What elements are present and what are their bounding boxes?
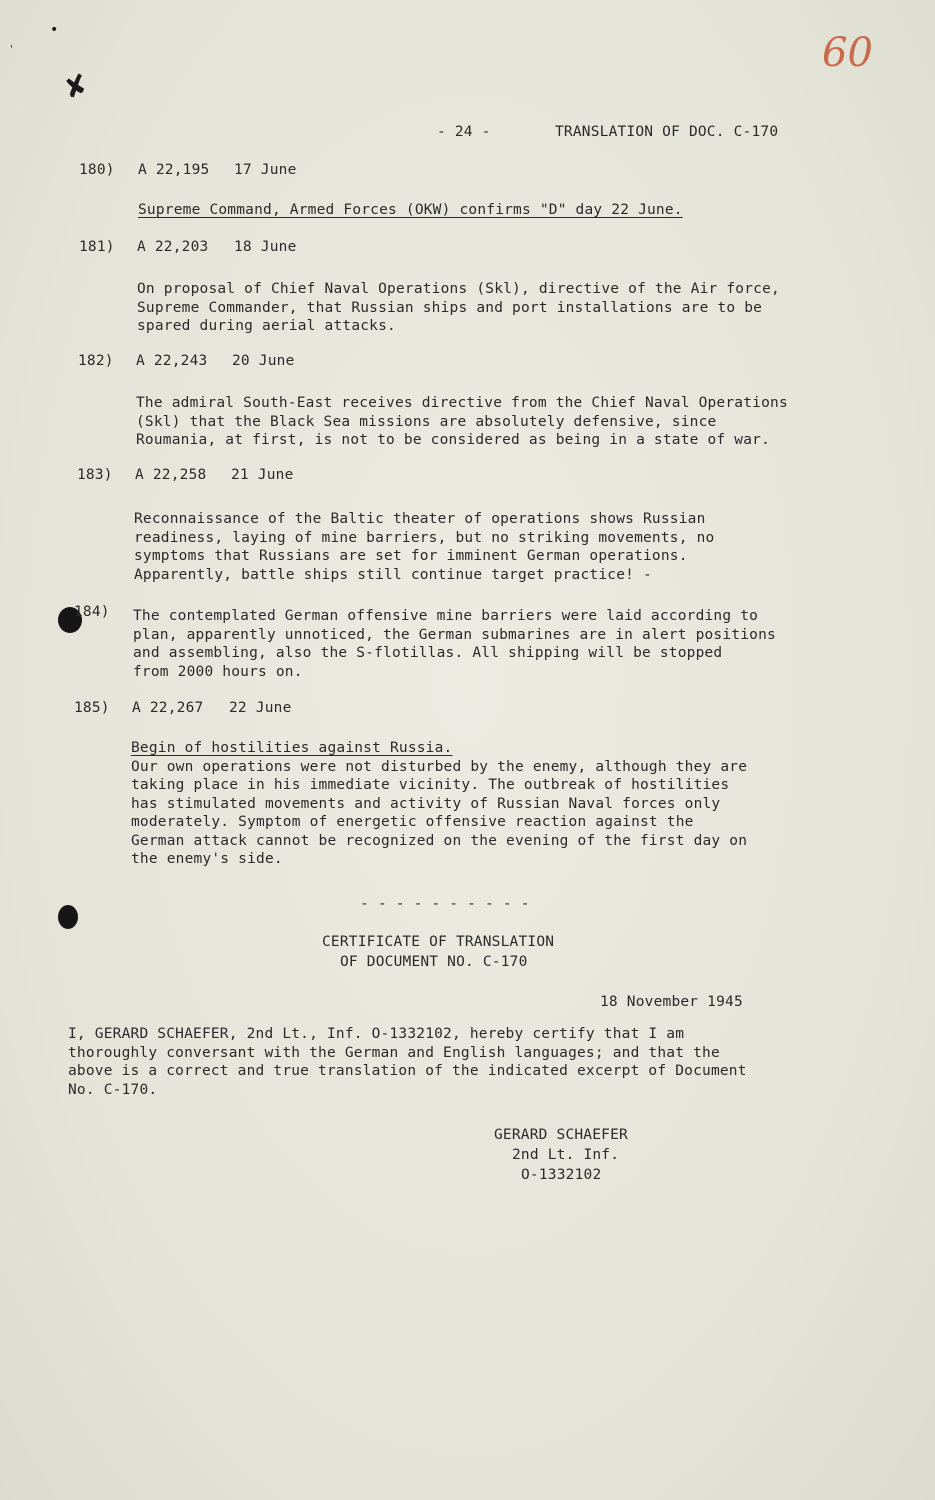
entry-line: Supreme Commander, that Russian ships and port installations are to be: [137, 299, 763, 316]
certificate-subtitle: OF DOCUMENT NO. C-170: [340, 954, 528, 970]
entry-ref: A 22,258: [135, 467, 207, 483]
entry-line: German attack cannot be recognized on the evening of the first day on: [131, 832, 748, 849]
certificate-title: CERTIFICATE OF TRANSLATION: [322, 934, 555, 950]
entry-number: 183): [77, 467, 113, 483]
certificate-line: thoroughly conversant with the German and English languages; and that the: [68, 1044, 720, 1061]
certificate-line: I, GERARD SCHAEFER, 2nd Lt., Inf. O-1332102, hereby certify that I am: [68, 1026, 685, 1042]
entry-date: 18 June: [234, 239, 297, 255]
entry-line: spared during aerial attacks.: [137, 318, 396, 334]
entry-line: and assembling, also the S-flotillas. All shipping will be stopped: [133, 645, 723, 661]
entry-line: taking place in his immediate vicinity. The outbreak of hostilities: [131, 777, 730, 793]
entry-line: Apparently, battle ships still continue target practice! -: [134, 566, 652, 583]
doc-label: TRANSLATION OF DOC. C-170: [555, 124, 779, 140]
entry-number: 185): [74, 700, 110, 716]
ink-mark: ✘: [59, 66, 93, 107]
entry-line: moderately. Symptom of energetic offensive reaction against the: [131, 814, 694, 830]
entry-number: 180): [79, 162, 115, 178]
entry-line: Supreme Command, Armed Forces (OKW) confirms "D" day 22 June.: [138, 202, 683, 218]
entry-number: 184): [74, 604, 110, 620]
ink-mark: •: [50, 22, 59, 38]
entry-line: Our own operations were not disturbed by the enemy, although they are: [131, 758, 748, 775]
entry-date: 17 June: [234, 162, 297, 178]
page-label: - 24 -: [437, 124, 491, 140]
handwritten-page-number: 60: [822, 30, 873, 76]
entry-date: 20 June: [232, 353, 295, 369]
entry-line: Roumania, at first, is not to be considered as being in a state of war.: [136, 432, 771, 448]
certificate-date: 18 November 1945: [600, 994, 743, 1010]
punch-hole-bottom: [58, 905, 78, 929]
separator: - - - - - - - - - -: [360, 896, 530, 912]
entry-date: 22 June: [229, 700, 292, 716]
entry-line: readiness, laying of mine barriers, but no striking movements, no: [134, 529, 715, 546]
entry-line: Begin of hostilities against Russia.: [131, 740, 453, 756]
entry-line: from 2000 hours on.: [133, 663, 303, 680]
entry-line: (Skl) that the Black Sea missions are absolutely defensive, since: [136, 413, 717, 430]
entry-ref: A 22,195: [138, 162, 210, 178]
entry-number: 182): [78, 353, 114, 369]
entry-text: [136, 394, 788, 450]
certificate-line: above is a correct and true translation of the indicated excerpt of Document: [68, 1063, 747, 1079]
entry-date: 21 June: [231, 467, 294, 483]
entry-line: On proposal of Chief Naval Operations (Skl), directive of the Air force,: [137, 281, 780, 297]
entry-line: The admiral South-East receives directive from the Chief Naval Operations: [136, 395, 788, 411]
entry-number: 181): [79, 239, 115, 255]
entry-text: [133, 607, 776, 681]
entry-line: The contemplated German offensive mine barriers were laid according to: [133, 608, 759, 624]
entry-ref: A 22,267: [132, 700, 204, 716]
entry-text: [138, 201, 683, 220]
entry-ref: A 22,203: [137, 239, 209, 255]
entry-line: plan, apparently unnoticed, the German submarines are in alert positions: [133, 626, 776, 643]
entry-line: Reconnaissance of the Baltic theater of operations shows Russian: [134, 511, 706, 527]
entry-line: the enemy's side.: [131, 851, 283, 867]
signature-name: GERARD SCHAEFER: [494, 1127, 628, 1143]
certificate-line: No. C-170.: [68, 1081, 158, 1098]
signature-rank: 2nd Lt. Inf.: [512, 1147, 620, 1163]
entry-line: has stimulated movements and activity of Russian Naval forces only: [131, 795, 721, 812]
entry-line: symptoms that Russians are set for imminent German operations.: [134, 548, 688, 564]
entry-text: [131, 739, 747, 869]
entry-text: [137, 280, 780, 336]
entry-ref: A 22,243: [136, 353, 208, 369]
certificate-body: [68, 1025, 747, 1099]
entry-text: [134, 510, 714, 584]
signature-serial: O-1332102: [521, 1167, 602, 1183]
ink-mark: ': [10, 44, 13, 55]
